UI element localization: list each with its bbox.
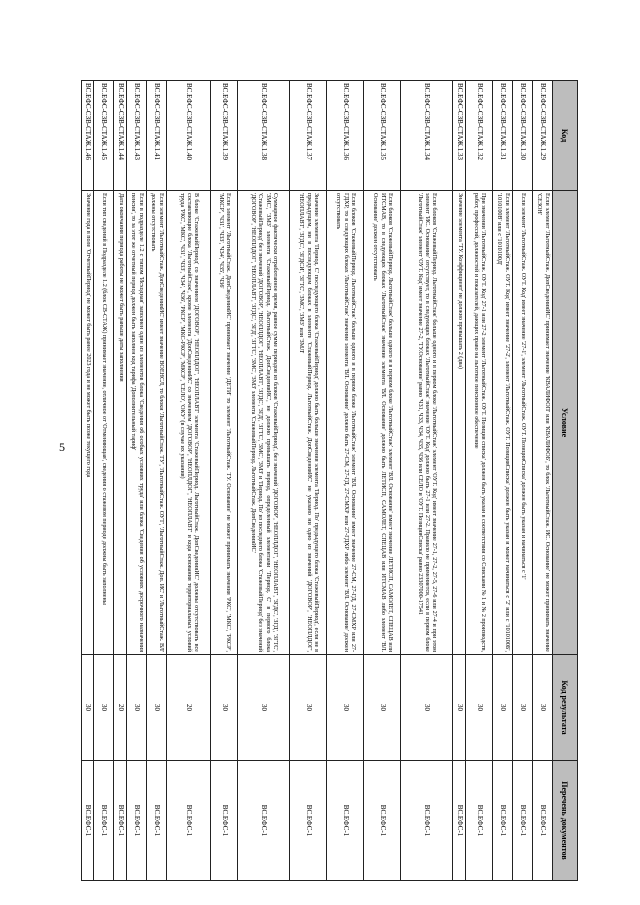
rule-code-cell: ВС.ЕФС-СЗВ-СТАЖ.1.31	[493, 81, 513, 191]
table-row	[533, 81, 553, 881]
rule-code-cell: ВС.ЕФС-СЗВ-СТАЖ.1.35	[364, 81, 401, 191]
result-code-cell: 30	[327, 655, 364, 761]
table-row	[211, 81, 238, 881]
result-code-cell: 30	[466, 655, 493, 761]
rule-code-cell: ВС.ЕФС-СЗВ-СТАЖ.1.33	[453, 81, 466, 191]
rule-condition-cell: Если в подразделе 1.2 с типом 'Исходная' заполнен один из элементов блока 'Сведения об особых условиях труда' или блока 'Сведения об условиях досрочного назначения пенсии', то за этот же отчетный период должен быть заполнен код тарифа 'Дополнительный тариф'	[127, 191, 147, 655]
result-code-cell: 30	[364, 655, 401, 761]
rule-condition-cell: Если элемент 'ЛьготныйСтаж. ОУТ. Код' имеет значение '27-2', элемент 'ЛьготныйСтаж. ОУТ. ПозицияСписка' должен быть указан и может начинаться с '2' или с '1010100Б', '1010100В' или с '1010100Д'	[493, 191, 513, 655]
document-cell: ВС.ЕФС-1	[493, 761, 513, 881]
document-cell: ВС.ЕФС-1	[401, 761, 453, 881]
result-code-cell: 30	[453, 655, 466, 761]
result-code-cell: 20	[167, 655, 211, 761]
rule-code-cell: ВС.ЕФС-СЗВ-СТАЖ.1.37	[290, 81, 327, 191]
table-row	[147, 81, 167, 881]
rule-code-cell: ВС.ЕФС-СЗВ-СТАЖ.1.40	[167, 81, 211, 191]
rule-code-cell: ВС.ЕФС-СЗВ-СТАЖ.1.41	[147, 81, 167, 191]
rule-condition-cell: Если блоков 'СтажевыйПериод. ЛьготныйСтаж' больше одного и в первом блоке 'ЛьготныйСтаж' элемент 'ОУТ. Код' имеет значение 27-1, 27-2, 27-5, 27-6 или 27-4 и при этом элемент 'ИС. Основание' отсутствует, то в следующих блоках 'ЛьготныйСтаж' значение 'ОУТ. Код' должно быть 27-1 или 27-2. Правило не применяется, если в первом блоке 'ЛьготныйСтаж' элемент 'ОУТ. Код' имеет значение 27-2, 'ТУ.Основание' равно 'Ч31, Ч33, Ч34, Ч35, Ч36 или СЕЛО и 'ОУТ. ПозицияСписка' равно 23307000-17541	[401, 191, 453, 655]
table-row	[466, 81, 493, 881]
rule-code-cell: ВС.ЕФС-СЗВ-СТАЖ.1.45	[94, 81, 114, 191]
rule-condition-cell: При значении 'ЛьготныйСтаж. ОУТ. Код' 27-1 или 27-2 элемент 'ЛьготныйСтаж. ОУТ. Позиция списка' должен быть указан в соответствии со Списками № 1 и № 2 производств, работ, профессий, должностей и показателей, дающих право на льготное пенсионное обеспечение	[466, 191, 493, 655]
document-cell: ВС.ЕФС-1	[114, 761, 127, 881]
rule-code-cell: ВС.ЕФС-СЗВ-СТАЖ.1.30	[513, 81, 533, 191]
result-code-cell: 30	[94, 655, 114, 761]
rule-condition-cell: Если элемент 'ЛьготныйСтаж. ДопСведенияИС' принимает значение 'КВАЛИФОП' или 'КВАЛИФОБ', то блок 'ЛьготныйСтаж. ИС. Основание' не может принимать значение 'СЕЗОН'	[533, 191, 553, 655]
rule-code-cell: ВС.ЕФС-СЗВ-СТАЖ.1.29	[533, 81, 553, 191]
header-condition: Условие	[553, 191, 578, 655]
rule-condition-cell: Если элемент 'ЛьготныйСтаж. ОУТ. Код' имеет значение '27-1', элемент 'ЛьготныйСтаж. ОУТ. ПозицияСписка' должен быть указан и начинаться с '1'	[513, 191, 533, 655]
document-cell: ВС.ЕФС-1	[238, 761, 290, 881]
table-row	[290, 81, 327, 881]
table-row	[493, 81, 513, 881]
rule-condition-cell: Значение года в поле 'ОтчетныйПериод' не может быть ранее 2023 года и не может быть позже текущего года	[82, 191, 94, 655]
result-code-cell: 30	[147, 655, 167, 761]
result-code-cell: 30	[493, 655, 513, 761]
header-documents: Перечень документов	[553, 761, 578, 881]
table-row	[364, 81, 401, 881]
document-cell: ВС.ЕФС-1	[94, 761, 114, 881]
rule-code-cell: ВС.ЕФС-СЗВ-СТАЖ.1.38	[238, 81, 290, 191]
rule-condition-cell: Если тип сведений в Подразделе 1.2 (блок СВ-СТАЖ) принимает значение, отличное от 'Отменяющая', сведения о стажевом периоде должны быть заполнены	[94, 191, 114, 655]
table-row	[127, 81, 147, 881]
header-code: Код	[553, 81, 578, 191]
table-body	[82, 81, 553, 881]
rule-condition-cell: Значение элемента 'ТУ. Коэффициент' не должно превышать 2 (два)	[453, 191, 466, 655]
document-cell: ВС.ЕФС-1	[167, 761, 211, 881]
rule-code-cell: ВС.ЕФС-СЗВ-СТАЖ.1.32	[466, 81, 493, 191]
result-code-cell: 30	[533, 655, 553, 761]
table-row	[114, 81, 127, 881]
rule-code-cell: ВС.ЕФС-СЗВ-СТАЖ.1.39	[211, 81, 238, 191]
result-code-cell: 20	[114, 655, 127, 761]
result-code-cell: 30	[82, 655, 94, 761]
table-header-row	[553, 81, 578, 881]
document-cell: ВС.ЕФС-1	[211, 761, 238, 881]
rule-code-cell: ВС.ЕФС-СЗВ-СТАЖ.1.44	[114, 81, 127, 191]
rotated-table-container	[84, 80, 578, 880]
rule-condition-cell: Значение элемента 'Период. С' последующего блока 'СтажевыйПериод' должно быть больше значения элемента 'Период. По' предыдущего блока 'СтажевыйПериод', если не в предыдущем, ни в последующем блоках в элементе 'СтажевыйПериод. ЛьготныйСтаж. ДопСведенияИС' не указано ни одно из значений 'ДОГОВОР', 'НЕОПЛДОГ', 'НЕОПЛАВТ', 'ЗГДС', 'ЗГДСИ', 'ЗГТС', 'ЗМС', 'ЗМЗ' или 'ЗМЛ'	[290, 191, 327, 655]
table-row	[82, 81, 94, 881]
rule-condition-cell: Дата окончания периода работы не может быть раньше даты заполнения	[114, 191, 127, 655]
document-cell: ВС.ЕФС-1	[364, 761, 401, 881]
rule-code-cell: ВС.ЕФС-СЗВ-СТАЖ.1.36	[327, 81, 364, 191]
rule-condition-cell: Если элемент 'ЛьготныйСтаж. ДопСведенияИС' принимает значение 'ДЕТИ' то элемент 'ЛьготныйСтаж. ТУ. Основание' не может принимать значения 'РКС', 'МКС', 'РКСР', 'МКСР', 'Ч31', 'Ч33', 'Ч34', 'Ч35', 'Ч36'	[211, 191, 238, 655]
document-cell: ВС.ЕФС-1	[513, 761, 533, 881]
result-code-cell: 30	[211, 655, 238, 761]
table-row	[238, 81, 290, 881]
rule-code-cell: ВС.ЕФС-СЗВ-СТАЖ.1.43	[127, 81, 147, 191]
table-row	[167, 81, 211, 881]
result-code-cell: 30	[127, 655, 147, 761]
document-cell: ВС.ЕФС-1	[127, 761, 147, 881]
header-result-code: Код результата	[553, 655, 578, 761]
rule-condition-cell: В блоке 'СтажевыйПериод' со значением 'ДОГОВОР', 'НЕОПЛДОГ', 'НЕОПЛАВТ' элемента 'СтажевыйПериод. ЛьготныйСтаж. ДопСведенияИС' должны отсутствовать все составляющие блока 'ЛьготныйСтаж', кроме элемента 'ДопСведенияИС' со значением 'ДОГОВОР', 'НЕОПЛДОГ', 'НЕОПЛАВТ' и кода основания территориальных условий труда 'РКС', 'МКС', 'Ч31', 'Ч33', 'Ч34', 'Ч36', 'РКСР', 'МКС-РКСР', 'МКСР', 'СЕЛО', 'ОКУ' (в случае их указания)	[167, 191, 211, 655]
page-number: 5	[59, 440, 65, 454]
document-cell: ВС.ЕФС-1	[327, 761, 364, 881]
rule-condition-cell: Если блоков 'СтажевыйПериод. ЛьготныйСтаж' больше одного и в первом блоке 'ЛьготныйСтаж' элемент 'ВЛ. Основание' имеет значение 27-СМ, 27-ГД, 27-СМХР или 27-ГДХР, то в следующих блоках 'ЛьготныйСтаж' значение элемента 'ВЛ. Основание' должно быть 27-СМ, 27-ГД, 27-СМХР или 27-ГДХР либо элемент 'ВЛ. Основание' должен отсутствовать	[327, 191, 364, 655]
rule-code-cell: ВС.ЕФС-СЗВ-СТАЖ.1.34	[401, 81, 453, 191]
document-cell: ВС.ЕФС-1	[290, 761, 327, 881]
result-code-cell: 30	[401, 655, 453, 761]
document-cell: ВС.ЕФС-1	[453, 761, 466, 881]
table-row	[327, 81, 364, 881]
rule-condition-cell: Суммарное фактически отработанное время, равное сумме периодов из блоков 'СтажевыйПериод', без значений 'ДОГОВОР', 'НЕОПЛДОГ', 'НЕОПЛАВТ', 'ЗГДС', 'ЗГД', 'ЗГТС', 'ЗМС', 'ЗМЗ' элемента 'СтажевыйПериод. ЛьготныйСтаж. ДопСведенияИС', не должно превышать период, определенный элементами 'Период. С' в первого блока 'СтажевыйПериод' без значений 'ДОГОВОР', 'НЕОПЛДОГ', 'НЕОПЛАВТ', 'ЗГДС', 'ЗГД', 'ЗГТС', 'ЗМС', 'ЗМЗ' и 'Период. По' из последнего блока 'СтажевыйПериод' без значений 'ДОГОВОР', 'НЕОПЛДОГ', 'НЕОПЛАВТ', 'ЗГДС', 'ЗГД', 'ЗГТС', 'ЗМС', 'ЗМЗ' элемента 'СтажевыйПериод. ЛьготныйСтаж. ДопСведенияИС'	[238, 191, 290, 655]
rule-condition-cell: Если блоков 'СтажевыйПериод. ЛьготныйСтаж' больше одного и в первом блоке 'ЛьготныйСтаж' элемент 'ВЛ. Основание' имеет значение ЛЕТИСП, САМОЛЕТ, СПЕЦАВ или ИТСМАВ, то в следующих блоках 'ЛьготныйСтаж' значение элемента 'ВЛ. Основание' должно быть ЛЕТИСП, САМОЛЕТ, СПЕЦАВ или ИТСМАВ либо элемент 'ВЛ. Основание' должен отсутствовать	[364, 191, 401, 655]
document-cell: ВС.ЕФС-1	[147, 761, 167, 881]
rule-condition-cell: Если элемент 'ЛьготныйСтаж. ДопСведенияИС' имеет значение ВОЕНСЛ, то блоки 'ЛьготныйСтаж. ТУ', 'ЛьготныйСтаж. ОУТ', 'ЛьготныйСтаж. Доп. ИС' и 'ЛьготныйСтаж. ВЛ' должны отсутствовать	[147, 191, 167, 655]
result-code-cell: 30	[238, 655, 290, 761]
rule-code-cell: ВС.ЕФС-СЗВ-СТАЖ.1.46	[82, 81, 94, 191]
table-row	[401, 81, 453, 881]
table-row	[513, 81, 533, 881]
document-cell: ВС.ЕФС-1	[533, 761, 553, 881]
validation-rules-table	[81, 80, 578, 881]
document-cell: ВС.ЕФС-1	[82, 761, 94, 881]
result-code-cell: 30	[513, 655, 533, 761]
result-code-cell: 30	[290, 655, 327, 761]
document-cell: ВС.ЕФС-1	[466, 761, 493, 881]
table-row	[453, 81, 466, 881]
table-row	[94, 81, 114, 881]
